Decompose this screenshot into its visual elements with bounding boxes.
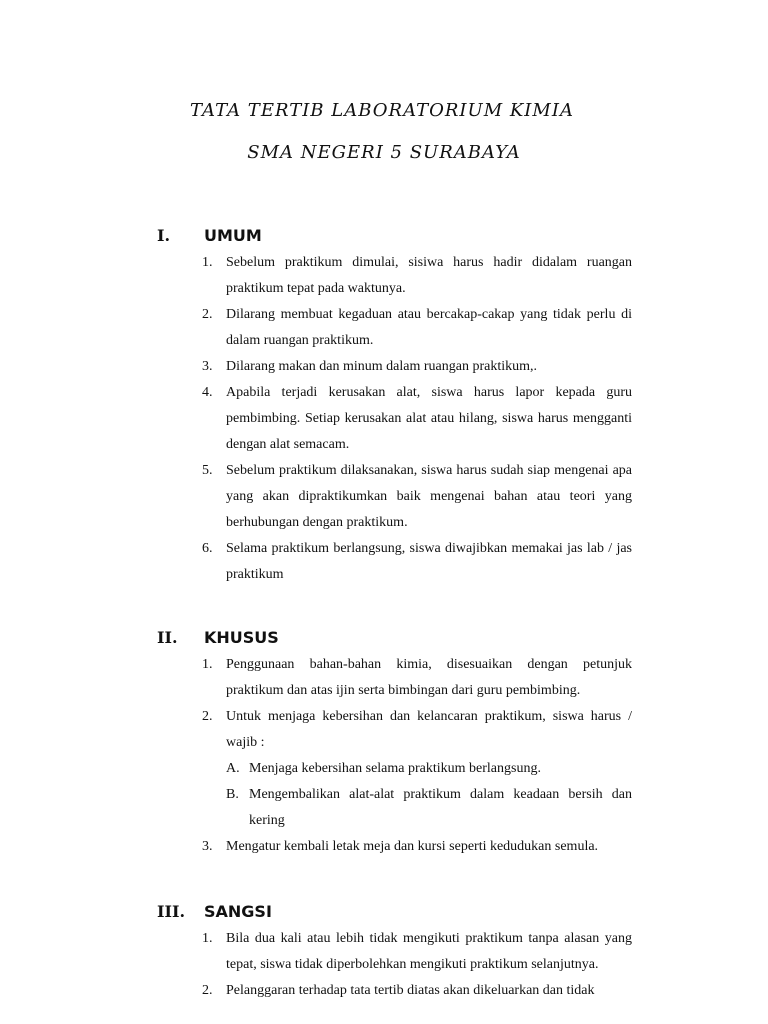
- document-subtitle: SMA NEGERI 5 SURABAYA: [247, 142, 521, 163]
- item-text: Dilarang membuat kegaduan atau bercakap-cakap yang tidak perlu di dalam ruangan praktikum.: [226, 307, 632, 348]
- section-title: KHUSUS: [204, 628, 279, 647]
- section-heading: [0, 902, 768, 926]
- list-item: [0, 978, 768, 1004]
- item-number: 6.: [202, 541, 213, 556]
- section-number: I.: [157, 226, 171, 245]
- list-item: [0, 302, 768, 354]
- item-text: Bila dua kali atau lebih tidak mengikuti praktikum tanpa alasan yang tepat, siswa tidak diperbolehkan mengikuti praktikum selanjutnya.: [226, 931, 632, 972]
- sub-item-letter: A.: [226, 761, 240, 776]
- list-item: [0, 834, 768, 860]
- section-title: UMUM: [204, 226, 262, 245]
- item-text: Penggunaan bahan-bahan kimia, disesuaikan dengan petunjuk praktikum dan atas ijin serta bimbingan dari guru pembimbing.: [226, 657, 632, 698]
- rule-list: [0, 926, 768, 1004]
- list-item: [0, 536, 768, 588]
- section-heading: [0, 226, 768, 250]
- item-number: 2.: [202, 983, 213, 998]
- list-item: [0, 354, 768, 380]
- sub-item-text: Menjaga kebersihan selama praktikum berlangsung.: [249, 761, 541, 776]
- list-item: [0, 704, 768, 834]
- list-item: [0, 380, 768, 458]
- item-number: 2.: [202, 709, 213, 724]
- sub-item-letter: B.: [226, 787, 239, 802]
- item-text: Dilarang makan dan minum dalam ruangan praktikum,.: [226, 359, 538, 374]
- section-heading: [0, 628, 768, 652]
- section-number: III.: [157, 902, 186, 921]
- list-item: [0, 926, 768, 978]
- item-number: 4.: [202, 385, 213, 400]
- item-text: Untuk menjaga kebersihan dan kelancaran praktikum, siswa harus / wajib :: [226, 709, 632, 750]
- item-text: Selama praktikum berlangsung, siswa diwajibkan memakai jas lab / jas praktikum: [226, 541, 632, 582]
- item-text: Sebelum praktikum dilaksanakan, siswa harus sudah siap mengenai apa yang akan dipraktikumkan baik mengenai bahan atau teori yang berhubungan dengan praktikum.: [226, 463, 632, 530]
- item-text: Pelanggaran terhadap tata tertib diatas akan dikeluarkan dan tidak: [226, 983, 595, 998]
- sub-item-text: Mengembalikan alat-alat praktikum dalam keadaan bersih dan kering: [249, 787, 632, 828]
- list-item: [0, 250, 768, 302]
- item-text: Apabila terjadi kerusakan alat, siswa harus lapor kepada guru pembimbing. Setiap kerusakan alat atau hilang, siswa harus mengganti dengan alat semacam.: [226, 385, 632, 452]
- document-title: TATA TERTIB LABORATORIUM KIMIA: [190, 100, 574, 121]
- item-number: 5.: [202, 463, 213, 478]
- item-text: Sebelum praktikum dimulai, sisiwa harus hadir didalam ruangan praktikum tepat pada waktunya.: [226, 255, 632, 296]
- section-number: II.: [157, 628, 178, 647]
- rule-list: [0, 250, 768, 588]
- item-number: 3.: [202, 359, 213, 374]
- item-number: 1.: [202, 931, 213, 946]
- item-text: Mengatur kembali letak meja dan kursi seperti kedudukan semula.: [226, 839, 599, 854]
- item-number: 1.: [202, 657, 213, 672]
- section-title: SANGSI: [204, 902, 272, 921]
- item-number: 2.: [202, 307, 213, 322]
- sub-list-item: [0, 782, 768, 834]
- item-number: 1.: [202, 255, 213, 270]
- item-number: 3.: [202, 839, 213, 854]
- rule-list: [0, 652, 768, 860]
- list-item: [0, 652, 768, 704]
- sub-list-item: [0, 756, 768, 782]
- list-item: [0, 458, 768, 536]
